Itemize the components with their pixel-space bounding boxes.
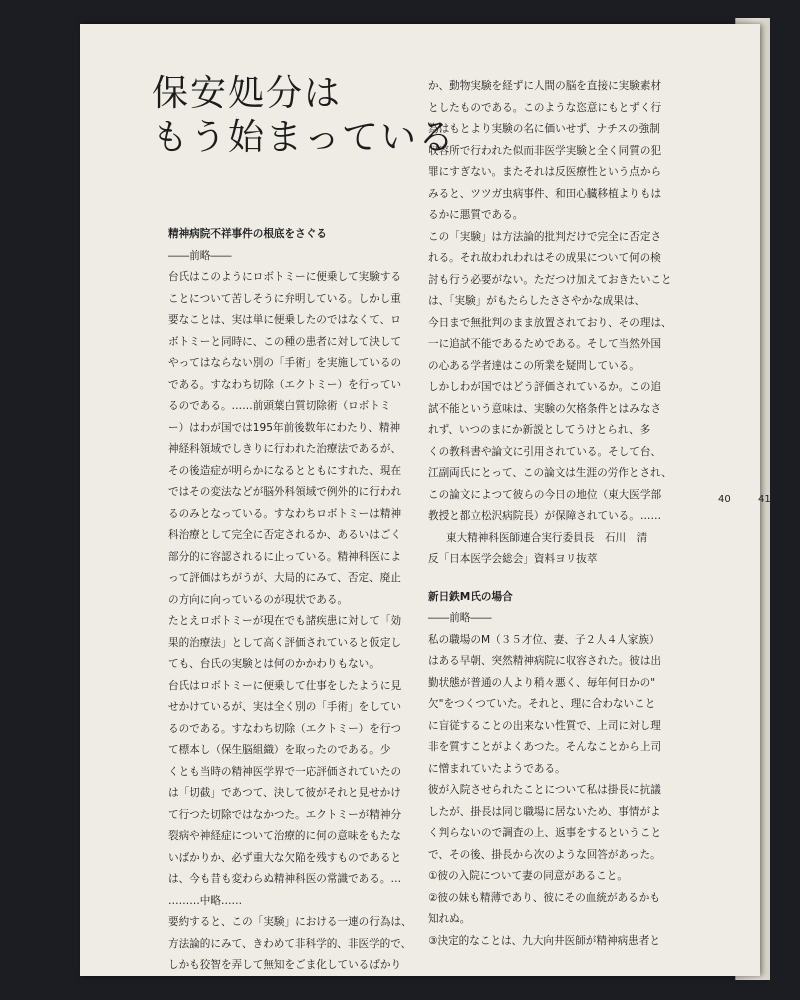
text-line: はある早朝、突然精神病院に収容された。彼は出 [428,655,662,667]
text-line: くの教科書や論文に引用されている。そして台、 [428,445,662,458]
section-subtitle-2: 新日鉄M氏の場合 [428,590,513,603]
page-number-left: 40 [718,494,731,505]
text-line: ても、台氏の実験とは何のかかわりもない。 [168,658,380,670]
text-line: 彼が入院させられたことについて私は掛長に抗議 [428,784,661,796]
title-line-1: 保安処分は [152,73,343,114]
text-line: 科治療として完全に否定されるか、あるいはごく [168,529,402,541]
text-line: ことについて苦しそうに弁明している。しかし重 [168,292,401,305]
text-line: 欠"をつくつていた。それと、理に合わないこと [428,698,656,710]
text-line: いばかりか、必ず重大な欠陥を残すものであると [168,851,402,864]
text-line: である。すなわち切除（エクトミー）を行ってい [168,378,402,391]
text-line: しかしわが国ではどう評価されているか。この追 [428,381,662,393]
text-line: 神経科領域でしきりに行われた治療法であるが、 [168,443,402,455]
section-gap [428,571,718,587]
text-line: か、動物実験を経ずに人間の脳を直接に実験素材 [428,80,662,92]
text-line: は、今も昔も変わらぬ精神科医の常識である。… [168,873,402,885]
text-line: く判らないので調査の上、返事をするということ [428,827,662,839]
article-title [152,72,456,160]
right-column [428,76,718,952]
text-line: たとえロボトミーが現在でも諸疾患に対して「効 [168,615,402,627]
text-line: 江副両氏にとって、この論文は生涯の労作とされ、 [428,467,672,479]
left-body-text [168,267,433,977]
text-line: の心ある学者達はこの所業を疑問している。 [428,359,640,372]
author-signature: 東大精神科医師連合実行委員長 石川 清 [446,531,648,544]
text-line: せかけているが、実は全く別の「手術」をしてい [168,701,402,713]
text-line: 知れぬ。 [428,913,471,925]
text-line: 討も行う必要がない。ただつけ加えておきたいこと [428,273,672,286]
text-line: 罪にすぎない。またそれは反医療性という点から [428,166,662,178]
text-line: に盲従することの出来ない性質で、上司に対し理 [428,719,661,732]
text-line: みると、ツツガ虫病事件、和田心臓移植よりもは [428,187,662,200]
text-line: 一に追試不能であるためである。そして当然外国 [428,338,662,350]
right-body-text-2 [428,630,718,953]
text-line: ①彼の入院について妻の同意があること。 [428,870,628,882]
omission-mark: ――前略―― [168,249,232,262]
text-line: しかも狡智を弄して無知をごま化しているばかり [168,959,402,971]
left-column [168,224,433,977]
text-line: 私の職場のM（３５才位、妻、子２人４人家族） [428,633,660,646]
text-line: 要なことは、実は単に便乗したのではなくて、ロ [168,314,401,326]
text-line: て行つた切除ではなかつた。エクトミーが精神分 [168,808,402,821]
text-line: したが、掛長は同じ職場に居ないため、事情がよ [428,805,661,818]
section-subtitle: 精神病院不祥事件の根底をさぐる [168,228,327,240]
text-line: るのである。……前頭葉白質切除術（ロボトミ [168,400,391,412]
omission-mark-2: ――前略―― [428,612,492,624]
text-line: るのみとなっている。すなわちロボトミーは精神 [168,507,402,520]
text-line: 部分的に容認されるに止っている。精神科医によ [168,550,402,563]
text-line: 台氏はこのようにロボトミーに便乗して実験する [168,271,402,283]
text-line: 非を質すことがよくあつた。そんなことから上司 [428,741,662,753]
text-line: って評価はちがうが、大局的にみて、否定、廃止 [168,572,401,584]
text-line: 試不能という意味は、実験の欠格条件とはみなさ [428,402,662,415]
text-line: 裂病や神経症について治療的に何の意味をもたな [168,830,401,842]
text-line: その後造症が明らかになるとともにすれた、現在 [168,464,402,477]
text-line: 今日まで無批判のまま放置されており、その理は、 [428,316,672,329]
text-line: ………中略…… [168,894,243,907]
text-line: 要約すると、この「実験」における一連の行為は、 [168,916,412,928]
text-line: としたものである。このような恣意にもとずく行 [428,101,662,114]
text-line: くとも当時の精神医学界で一応評価されていたの [168,765,402,778]
page-number-right: 41 [758,494,771,505]
text-line: 収容所で行われた似而非医学実験と全く同質の犯 [428,144,662,157]
text-line: で、その後、掛長から次のような回答があった。 [428,848,661,861]
text-line: れる。それ故われわれはその成果について何の検 [428,252,661,264]
text-line: るかに悪質である。 [428,209,524,221]
text-line: 果的治療法」として高く評価されていると仮定し [168,636,402,649]
title-line-2: もう始まっている [152,117,457,158]
text-line: 教授と都立松沢病院長）が保障されている。…… [428,510,662,522]
text-line: ボトミーと同時に、この種の患者に対して決して [168,335,402,348]
text-line: に憎まれていたようである。 [428,762,566,775]
text-line: れず、いつのまにか新説としてうけとられ、多 [428,424,651,436]
text-line: ③決定的なことは、九大向井医師が精神病患者と [428,934,660,947]
text-line: やってはならない別の「手術」を実施しているの [168,357,402,369]
text-line: の方向に向っているのが現状である。 [168,593,349,606]
text-line: ではその変法などが脳外科領域で例外的に行われ [168,486,402,498]
source-note: 反「日本医学会総会」資料ヨリ抜萃 [428,553,598,565]
text-line: 方法論的にみて、きわめて非科学的、非医学的で、 [168,937,412,950]
text-line: ー）はわが国では195年前後数年にわたり、精神 [168,421,401,434]
text-line: 台氏はロボトミーに便乗して仕事をしたように見 [168,679,402,692]
text-line: この「実験」は方法論的批判だけで完全に否定さ [428,230,662,243]
text-line: 為はもとより実験の名に価いせず、ナチスの強制 [428,123,660,135]
text-line: は「切截」であつて、決して彼がそれと見せかけ [168,787,401,799]
text-line: 勤状態が普通の人より稍々悪く、毎年何日かの" [428,676,656,689]
text-line: ②彼の妹も精薄であり、彼にその血統があるかも [428,891,660,904]
right-body-text [428,76,718,528]
text-line: て標本し（保生脳組織）を取ったのである。少 [168,744,391,756]
text-line: は、「実験」がもたらしたささやかな成果は、 [428,295,646,307]
text-line: この論文によつて彼らの今日の地位（東大医学部 [428,488,662,501]
text-line: るのである。すなわち切除（エクトミー）を行つ [168,722,402,735]
